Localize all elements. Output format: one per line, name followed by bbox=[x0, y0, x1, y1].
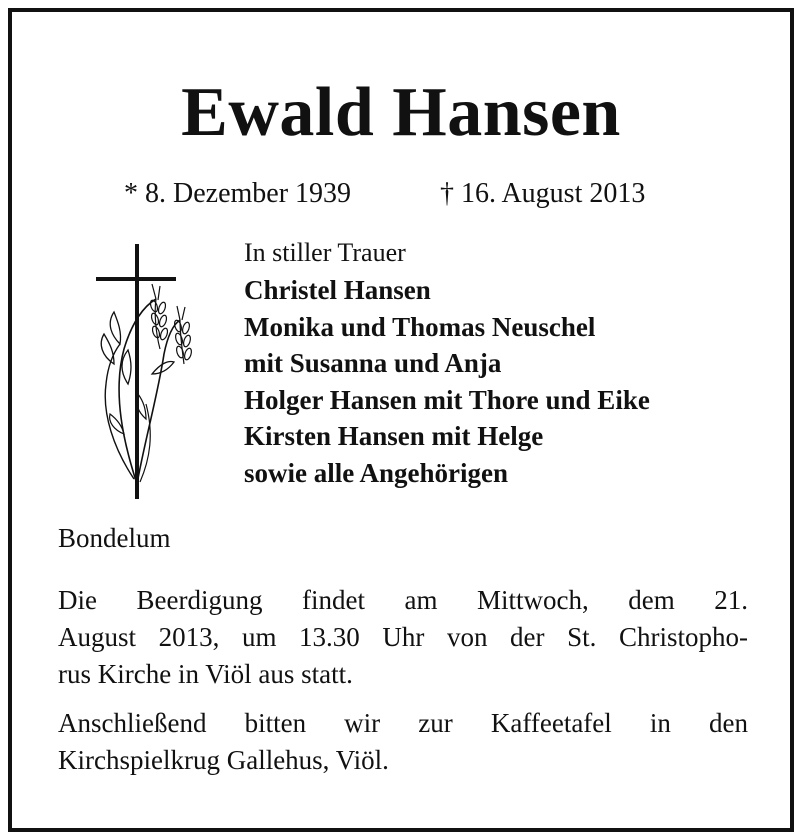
reception-line: Anschließend bitten wir zur Kaffeetafel in den bbox=[58, 708, 748, 738]
mourner-line: Christel Hansen bbox=[244, 275, 431, 305]
death-date: † 16. August 2013 bbox=[440, 178, 646, 209]
reception-line: Kirchspielkrug Gallehus, Viöl. bbox=[58, 745, 389, 775]
reception-paragraph bbox=[58, 705, 748, 779]
mourner-line: Monika und Thomas Neuschel bbox=[244, 311, 596, 342]
funeral-line: Die Beerdigung findet am Mittwoch, dem 21. bbox=[58, 585, 748, 615]
funeral-line: August 2013, um 13.30 Uhr von der St. Christopho- bbox=[58, 622, 748, 652]
funeral-paragraph bbox=[58, 582, 748, 693]
mourner-line: Kirsten Hansen mit Helge bbox=[244, 421, 544, 451]
mourner-line: mit Susanna und Anja bbox=[244, 348, 502, 378]
deceased-name: Ewald Hansen bbox=[181, 74, 621, 151]
obituary-notice bbox=[8, 8, 794, 832]
mourners-block bbox=[244, 236, 784, 491]
cross-with-wheat-icon bbox=[84, 244, 194, 499]
mourner-line: sowie alle Angehörigen bbox=[244, 457, 508, 488]
life-dates bbox=[12, 174, 790, 214]
mourning-intro: In stiller Trauer bbox=[244, 238, 406, 267]
funeral-line: rus Kirche in Viöl aus statt. bbox=[58, 659, 353, 689]
mourner-line: Holger Hansen mit Thore und Eike bbox=[244, 384, 650, 415]
birth-date: * 8. Dezember 1939 bbox=[124, 178, 352, 209]
place-name: Bondelum bbox=[58, 523, 171, 553]
